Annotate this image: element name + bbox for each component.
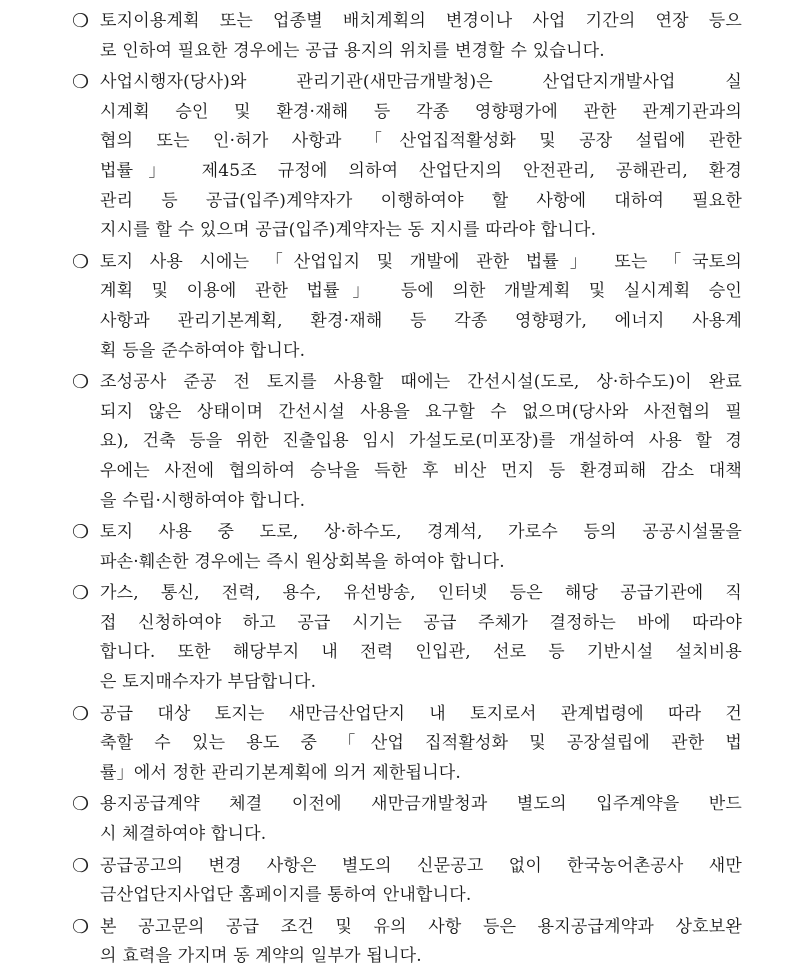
paragraph-line: 공급 대상 토지는 새만금산업단지 내 토지로서 관계법령에 따라 건 — [100, 703, 742, 724]
list-item — [72, 68, 742, 246]
paragraph-line: 계획 및 이용에 관한 법률」 등에 의한 개발계획 및 실시계획 승인 — [100, 281, 742, 302]
list-item — [72, 248, 742, 366]
paragraph-line: 로 인하여 필요한 경우에는 공급 용지의 위치를 변경할 수 있습니다. — [100, 40, 605, 61]
list-item — [72, 368, 742, 516]
paragraph-line: 률」에서 정한 관리기본계획에 의거 제한됩니다. — [100, 762, 462, 783]
list-item — [72, 700, 742, 789]
notice-paragraph — [100, 518, 742, 577]
notice-list — [72, 7, 742, 972]
paragraph-line: 협의 또는 인·허가 사항과 「산업집적활성화 및 공장 설립에 관한 — [100, 131, 742, 152]
paragraph-line: 우에는 사전에 협의하여 승낙을 득한 후 비산 먼지 등 환경피해 감소 대책 — [100, 460, 742, 481]
notice-paragraph — [100, 368, 742, 516]
circle-bullet-icon: ❍ — [72, 250, 90, 273]
paragraph-line: 토지 사용 시에는 「산업입지 및 개발에 관한 법률」 또는 「국토의 — [100, 251, 742, 272]
circle-bullet-icon: ❍ — [72, 702, 90, 725]
circle-bullet-icon: ❍ — [72, 10, 90, 32]
paragraph-line: 사항과 관리기본계획, 환경·재해 등 각종 영향평가, 에너지 사용계 — [100, 310, 742, 331]
notice-paragraph — [100, 852, 742, 911]
list-item — [72, 913, 742, 972]
paragraph-line: 조성공사 준공 전 토지를 사용할 때에는 간선시설(도로, 상·하수도)이 완료 — [100, 372, 742, 393]
list-item — [72, 518, 742, 577]
circle-bullet-icon: ❍ — [72, 793, 90, 816]
circle-bullet-icon: ❍ — [72, 371, 90, 394]
paragraph-line: 가스, 통신, 전력, 용수, 유선방송, 인터넷 등은 해당 공급기관에 직 — [100, 583, 742, 604]
list-item — [72, 790, 742, 849]
list-item — [72, 7, 742, 66]
notice-paragraph — [100, 790, 742, 849]
notice-paragraph — [100, 7, 742, 66]
circle-bullet-icon: ❍ — [72, 71, 90, 94]
list-item — [72, 579, 742, 697]
notice-paragraph — [100, 700, 742, 789]
circle-bullet-icon: ❍ — [72, 582, 90, 605]
paragraph-line: 의 효력을 가지며 동 계약의 일부가 됩니다. — [100, 946, 422, 967]
paragraph-line: 요), 건축 등을 위한 진출입용 임시 가설도로(미포장)를 개설하여 사용 할 경 — [100, 431, 742, 452]
paragraph-line: 본 공고문의 공급 조건 및 유의 사항 등은 용지공급계약과 상호보완 — [100, 916, 742, 937]
paragraph-line: 은 토지매수자가 부담합니다. — [100, 672, 317, 693]
paragraph-line: 토지이용계획 또는 업종별 배치계획의 변경이나 사업 기간의 연장 등으 — [100, 11, 742, 31]
paragraph-line: 사업시행자(당사)와 관리기관(새만금개발청)은 산업단지개발사업 실 — [100, 72, 742, 93]
paragraph-line: 을 수립·시행하여야 합니다. — [100, 490, 306, 511]
notice-paragraph — [100, 68, 742, 246]
paragraph-line: 법률」 제45조 규정에 의하여 산업단지의 안전관리, 공해관리, 환경 — [100, 160, 742, 181]
notice-paragraph — [100, 579, 742, 697]
circle-bullet-icon: ❍ — [72, 521, 90, 544]
circle-bullet-icon: ❍ — [72, 854, 90, 877]
paragraph-line: 되지 않은 상태이며 간선시설 사용을 요구할 수 없으며(당사와 사전협의 필 — [100, 401, 742, 422]
paragraph-line: 축할 수 있는 용도 중 「산업 집적활성화 및 공장설립에 관한 법 — [100, 733, 742, 754]
paragraph-line: 합니다. 또한 해당부지 내 전력 인입관, 선로 등 기반시설 설치비용 — [100, 642, 742, 663]
paragraph-line: 지시를 할 수 있으며 공급(입주)계약자는 동 지시를 따라야 합니다. — [100, 220, 597, 241]
paragraph-line: 획 등을 준수하여야 합니다. — [100, 340, 306, 361]
notice-paragraph — [100, 248, 742, 366]
circle-bullet-icon: ❍ — [72, 915, 90, 938]
notice-paragraph — [100, 913, 742, 972]
paragraph-line: 공급공고의 변경 사항은 별도의 신문공고 없이 한국농어촌공사 새만 — [100, 855, 742, 876]
paragraph-line: 토지 사용 중 도로, 상·하수도, 경계석, 가로수 등의 공공시설물을 — [100, 522, 742, 543]
paragraph-line: 파손·훼손한 경우에는 즉시 원상회복을 하여야 합니다. — [100, 551, 505, 572]
paragraph-line: 금산업단지사업단 홈페이지를 통하여 안내합니다. — [100, 885, 472, 906]
paragraph-line: 접 신청하여야 하고 공급 시기는 공급 주체가 결정하는 바에 따라야 — [100, 612, 742, 633]
paragraph-line: 시 체결하여야 합니다. — [100, 824, 267, 845]
list-item — [72, 852, 742, 911]
paragraph-line: 관리 등 공급(입주)계약자가 이행하여야 할 사항에 대하여 필요한 — [100, 190, 742, 211]
paragraph-line: 용지공급계약 체결 이전에 새만금개발청과 별도의 입주계약을 반드 — [100, 794, 742, 815]
paragraph-line: 시계획 승인 및 환경·재해 등 각종 영향평가에 관한 관계기관과의 — [100, 101, 742, 122]
